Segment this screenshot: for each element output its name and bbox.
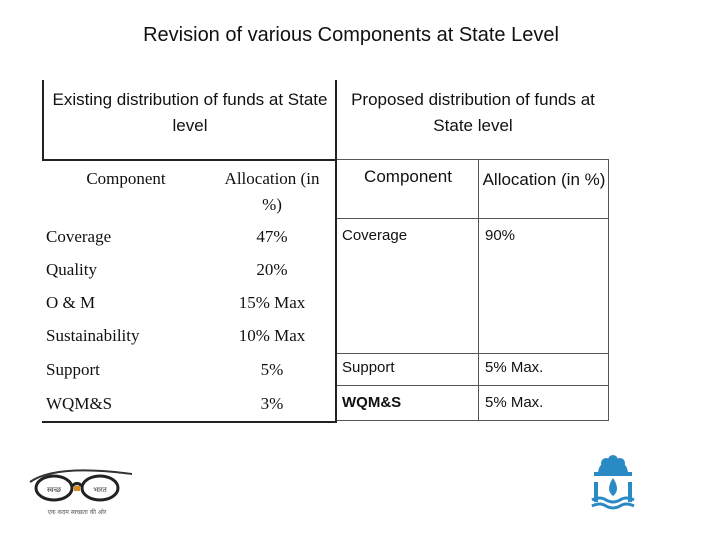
existing-row-component: WQM&S (46, 394, 113, 413)
existing-row-component: Quality (46, 260, 97, 279)
proposed-row-component: Coverage (342, 227, 408, 244)
existing-row-component: Sustainability (46, 326, 140, 345)
existing-row-allocation: 5% (260, 360, 284, 379)
existing-row-allocation: 3% (260, 394, 284, 413)
existing-col-component: Component (86, 169, 166, 188)
existing-row-component: O & M (46, 293, 96, 312)
existing-row-allocation: 15% Max (238, 293, 306, 312)
existing-heading: Existing distribution of funds at State level (52, 90, 328, 135)
proposed-col-component: Component (364, 167, 452, 186)
existing-row-component: Coverage (46, 227, 112, 246)
proposed-row-allocation: 90% (485, 227, 516, 244)
proposed-row-component: Support (342, 359, 395, 376)
existing-row-allocation: 20% (256, 260, 288, 279)
proposed-heading: Proposed distribution of funds at State level (351, 90, 595, 135)
proposed-col-allocation: Allocation (in %) (482, 170, 606, 189)
water-drop-emblem-logo (588, 454, 638, 519)
proposed-row-allocation: 5% Max. (485, 394, 544, 411)
proposed-row-allocation: 5% Max. (485, 359, 544, 376)
existing-row-allocation: 10% Max (238, 326, 306, 345)
page-title: Revision of various Components at State Level (143, 24, 559, 46)
logo-left-text-left: स्वच्छ (46, 486, 62, 494)
proposed-row-component: WQM&S (342, 394, 402, 411)
existing-col-allocation: Allocation (in %) (224, 169, 320, 214)
existing-row-component: Support (46, 360, 100, 379)
existing-row-allocation: 47% (256, 227, 288, 246)
logo-left-caption: एक कदम स्वच्छता की ओर (47, 509, 107, 516)
swachh-bharat-glasses-logo (26, 462, 136, 529)
logo-left-text-right: भारत (93, 486, 107, 494)
